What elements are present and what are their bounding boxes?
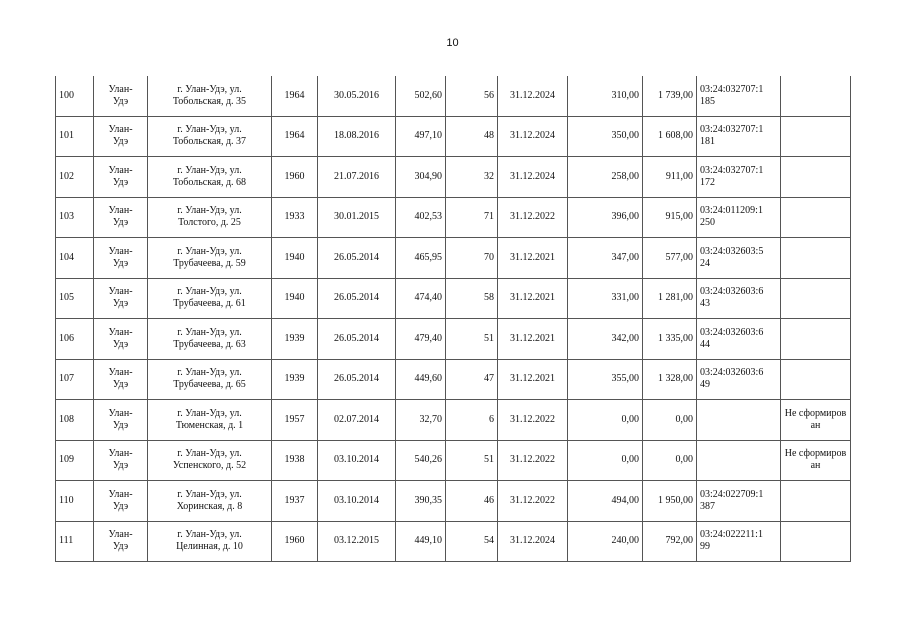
year-built-cell: 1957 (272, 400, 318, 441)
date-cell: 03.12.2015 (318, 521, 396, 562)
planned-date-cell: 31.12.2024 (498, 76, 568, 116)
address-line-2: Трубачеева, д. 63 (173, 338, 246, 350)
value-1-cell: 355,00 (568, 359, 643, 400)
value-2-cell: 1 335,00 (643, 319, 697, 360)
cadastral-number-cell (697, 197, 781, 238)
planned-date-cell: 31.12.2024 (498, 157, 568, 198)
year-built-cell: 1960 (272, 521, 318, 562)
city-text: Улан-Удэ (108, 407, 133, 431)
residents-cell: 54 (446, 521, 498, 562)
address-line-2: Хоринская, д. 8 (176, 500, 243, 512)
address-line-1: г. Улан-Удэ, ул. (177, 407, 242, 419)
value-1-cell: 396,00 (568, 197, 643, 238)
row-number-cell: 100 (56, 76, 94, 116)
date-cell: 03.10.2014 (318, 481, 396, 522)
cadastral-number-cell (697, 116, 781, 157)
note-cell (781, 116, 851, 157)
residents-cell: 56 (446, 76, 498, 116)
cadastral-number-line-2: 24 (700, 257, 710, 269)
city-cell (94, 319, 148, 360)
area-cell: 304,90 (396, 157, 446, 198)
address-line-2: Тюменская, д. 1 (175, 419, 244, 431)
table-row (56, 521, 851, 562)
city-cell (94, 278, 148, 319)
date-cell: 26.05.2014 (318, 359, 396, 400)
value-2-cell: 1 328,00 (643, 359, 697, 400)
note-cell (781, 359, 851, 400)
city-cell (94, 157, 148, 198)
note-text: Не сформирован (784, 448, 847, 472)
cadastral-number-line-2: 43 (700, 298, 710, 310)
residents-cell: 58 (446, 278, 498, 319)
address-line-2: Толстого, д. 25 (178, 217, 241, 229)
cadastral-number-line-1: 03:24:011209:1 (700, 205, 763, 217)
row-number-cell: 111 (56, 521, 94, 562)
cadastral-number-line-1: 03:24:032707:1 (700, 83, 764, 95)
cadastral-number-line-1: 03:24:032603:5 (700, 245, 764, 257)
city-text: Улан-Удэ (108, 245, 133, 269)
value-1-cell: 342,00 (568, 319, 643, 360)
value-1-cell: 347,00 (568, 238, 643, 279)
value-2-cell: 1 739,00 (643, 76, 697, 116)
area-cell: 402,53 (396, 197, 446, 238)
address-cell (148, 359, 272, 400)
address-line-2: Трубачеева, д. 65 (173, 379, 246, 391)
address-cell (148, 319, 272, 360)
cadastral-number-cell (697, 440, 781, 481)
date-cell: 02.07.2014 (318, 400, 396, 441)
year-built-cell: 1933 (272, 197, 318, 238)
row-number-cell: 103 (56, 197, 94, 238)
table-row (56, 76, 851, 116)
planned-date-cell: 31.12.2024 (498, 116, 568, 157)
residents-cell: 51 (446, 440, 498, 481)
area-cell: 502,60 (396, 76, 446, 116)
address-cell (148, 400, 272, 441)
date-cell: 03.10.2014 (318, 440, 396, 481)
value-1-cell: 258,00 (568, 157, 643, 198)
cadastral-number-line-2: 250 (700, 217, 715, 229)
cadastral-number-line-2: 185 (700, 95, 715, 107)
address-line-1: г. Улан-Удэ, ул. (177, 529, 242, 541)
value-2-cell: 1 281,00 (643, 278, 697, 319)
value-1-cell: 350,00 (568, 116, 643, 157)
city-cell (94, 238, 148, 279)
year-built-cell: 1940 (272, 238, 318, 279)
year-built-cell: 1960 (272, 157, 318, 198)
address-cell (148, 76, 272, 116)
note-cell (781, 238, 851, 279)
address-line-1: г. Улан-Удэ, ул. (177, 286, 242, 298)
cadastral-number-line-2: 172 (700, 176, 715, 188)
table-row (56, 278, 851, 319)
city-text: Улан-Удэ (108, 488, 133, 512)
cadastral-number-cell (697, 278, 781, 319)
residents-cell: 71 (446, 197, 498, 238)
page-number: 10 (446, 37, 459, 49)
cadastral-number-line-2: 49 (700, 379, 710, 391)
value-1-cell: 310,00 (568, 76, 643, 116)
date-cell: 30.05.2016 (318, 76, 396, 116)
planned-date-cell: 31.12.2022 (498, 440, 568, 481)
value-1-cell: 0,00 (568, 400, 643, 441)
note-cell (781, 481, 851, 522)
area-cell: 449,60 (396, 359, 446, 400)
table-row (56, 481, 851, 522)
address-line-1: г. Улан-Удэ, ул. (177, 245, 242, 257)
cadastral-number-cell (697, 521, 781, 562)
address-line-1: г. Улан-Удэ, ул. (177, 367, 242, 379)
area-cell: 479,40 (396, 319, 446, 360)
residents-cell: 47 (446, 359, 498, 400)
residents-cell: 51 (446, 319, 498, 360)
table-row (56, 238, 851, 279)
residents-cell: 48 (446, 116, 498, 157)
city-cell (94, 400, 148, 441)
cadastral-number-cell (697, 481, 781, 522)
note-cell (781, 521, 851, 562)
city-cell (94, 76, 148, 116)
note-cell (781, 157, 851, 198)
residents-cell: 70 (446, 238, 498, 279)
note-cell (781, 400, 851, 441)
table-row (56, 440, 851, 481)
cadastral-number-line-1: 03:24:032603:6 (700, 286, 764, 298)
area-cell: 540,26 (396, 440, 446, 481)
city-cell (94, 481, 148, 522)
city-text: Улан-Удэ (108, 164, 133, 188)
cadastral-number-cell (697, 400, 781, 441)
table-row (56, 197, 851, 238)
note-cell (781, 76, 851, 116)
note-cell (781, 197, 851, 238)
date-cell: 30.01.2015 (318, 197, 396, 238)
value-2-cell: 792,00 (643, 521, 697, 562)
address-line-1: г. Улан-Удэ, ул. (177, 488, 242, 500)
planned-date-cell: 31.12.2022 (498, 197, 568, 238)
address-cell (148, 278, 272, 319)
residents-cell: 6 (446, 400, 498, 441)
planned-date-cell: 31.12.2021 (498, 278, 568, 319)
table-row (56, 319, 851, 360)
planned-date-cell: 31.12.2021 (498, 238, 568, 279)
city-text: Улан-Удэ (108, 448, 133, 472)
cadastral-number-cell (697, 359, 781, 400)
city-text: Улан-Удэ (108, 83, 133, 107)
planned-date-cell: 31.12.2021 (498, 319, 568, 360)
address-cell (148, 440, 272, 481)
table-row (56, 400, 851, 441)
table-row (56, 157, 851, 198)
address-line-2: Тобольская, д. 35 (172, 95, 247, 107)
city-text: Улан-Удэ (108, 367, 133, 391)
residents-cell: 46 (446, 481, 498, 522)
address-cell (148, 157, 272, 198)
value-2-cell: 915,00 (643, 197, 697, 238)
value-2-cell: 1 608,00 (643, 116, 697, 157)
address-line-1: г. Улан-Удэ, ул. (177, 205, 242, 217)
planned-date-cell: 31.12.2021 (498, 359, 568, 400)
cadastral-number-line-1: 03:24:032603:6 (700, 326, 764, 338)
city-cell (94, 359, 148, 400)
address-cell (148, 481, 272, 522)
note-text: Не сформирован (784, 407, 847, 431)
address-line-2: Тобольская, д. 37 (172, 136, 247, 148)
value-1-cell: 240,00 (568, 521, 643, 562)
cadastral-number-cell (697, 76, 781, 116)
address-cell (148, 521, 272, 562)
city-text: Улан-Удэ (108, 124, 133, 148)
residents-cell: 32 (446, 157, 498, 198)
note-cell (781, 278, 851, 319)
year-built-cell: 1939 (272, 359, 318, 400)
address-cell (148, 238, 272, 279)
row-number-cell: 105 (56, 278, 94, 319)
planned-date-cell: 31.12.2022 (498, 481, 568, 522)
row-number-cell: 108 (56, 400, 94, 441)
address-line-1: г. Улан-Удэ, ул. (177, 83, 242, 95)
city-cell (94, 440, 148, 481)
cadastral-number-line-1: 03:24:032707:1 (700, 164, 764, 176)
note-cell (781, 440, 851, 481)
address-line-2: Успенского, д. 52 (172, 460, 247, 472)
cadastral-number-line-1: 03:24:022211:1 (700, 529, 763, 541)
date-cell: 26.05.2014 (318, 238, 396, 279)
planned-date-cell: 31.12.2022 (498, 400, 568, 441)
city-cell (94, 521, 148, 562)
row-number-cell: 104 (56, 238, 94, 279)
year-built-cell: 1939 (272, 319, 318, 360)
table-body (56, 76, 851, 562)
value-2-cell: 0,00 (643, 440, 697, 481)
area-cell: 497,10 (396, 116, 446, 157)
value-2-cell: 0,00 (643, 400, 697, 441)
table-row (56, 359, 851, 400)
cadastral-number-line-2: 99 (700, 541, 710, 553)
area-cell: 449,10 (396, 521, 446, 562)
address-line-2: Тобольская, д. 68 (172, 176, 247, 188)
year-built-cell: 1938 (272, 440, 318, 481)
value-2-cell: 1 950,00 (643, 481, 697, 522)
row-number-cell: 106 (56, 319, 94, 360)
city-text: Улан-Удэ (108, 529, 133, 553)
cadastral-number-line-1: 03:24:032707:1 (700, 124, 764, 136)
row-number-cell: 110 (56, 481, 94, 522)
date-cell: 26.05.2014 (318, 278, 396, 319)
row-number-cell: 102 (56, 157, 94, 198)
value-2-cell: 577,00 (643, 238, 697, 279)
cadastral-number-line-2: 387 (700, 500, 715, 512)
address-line-1: г. Улан-Удэ, ул. (177, 448, 242, 460)
city-text: Улан-Удэ (108, 286, 133, 310)
date-cell: 21.07.2016 (318, 157, 396, 198)
cadastral-number-line-2: 181 (700, 136, 715, 148)
cadastral-number-cell (697, 157, 781, 198)
value-2-cell: 911,00 (643, 157, 697, 198)
date-cell: 18.08.2016 (318, 116, 396, 157)
address-line-2: Целинная, д. 10 (176, 541, 243, 553)
city-text: Улан-Удэ (108, 205, 133, 229)
year-built-cell: 1940 (272, 278, 318, 319)
city-text: Улан-Удэ (108, 326, 133, 350)
value-1-cell: 494,00 (568, 481, 643, 522)
year-built-cell: 1937 (272, 481, 318, 522)
city-cell (94, 116, 148, 157)
cadastral-number-cell (697, 238, 781, 279)
cadastral-number-line-2: 44 (700, 338, 710, 350)
note-cell (781, 319, 851, 360)
planned-date-cell: 31.12.2024 (498, 521, 568, 562)
housing-registry-table (55, 76, 851, 562)
year-built-cell: 1964 (272, 116, 318, 157)
cadastral-number-cell (697, 319, 781, 360)
area-cell: 465,95 (396, 238, 446, 279)
value-1-cell: 0,00 (568, 440, 643, 481)
area-cell: 474,40 (396, 278, 446, 319)
address-line-1: г. Улан-Удэ, ул. (177, 164, 242, 176)
address-line-2: Трубачеева, д. 61 (173, 298, 246, 310)
address-line-1: г. Улан-Удэ, ул. (177, 326, 242, 338)
cadastral-number-line-1: 03:24:032603:6 (700, 367, 764, 379)
address-cell (148, 197, 272, 238)
city-cell (94, 197, 148, 238)
table-row (56, 116, 851, 157)
address-cell (148, 116, 272, 157)
year-built-cell: 1964 (272, 76, 318, 116)
address-line-1: г. Улан-Удэ, ул. (177, 124, 242, 136)
date-cell: 26.05.2014 (318, 319, 396, 360)
area-cell: 32,70 (396, 400, 446, 441)
row-number-cell: 107 (56, 359, 94, 400)
value-1-cell: 331,00 (568, 278, 643, 319)
cadastral-number-line-1: 03:24:022709:1 (700, 488, 764, 500)
row-number-cell: 101 (56, 116, 94, 157)
row-number-cell: 109 (56, 440, 94, 481)
area-cell: 390,35 (396, 481, 446, 522)
address-line-2: Трубачеева, д. 59 (173, 257, 246, 269)
